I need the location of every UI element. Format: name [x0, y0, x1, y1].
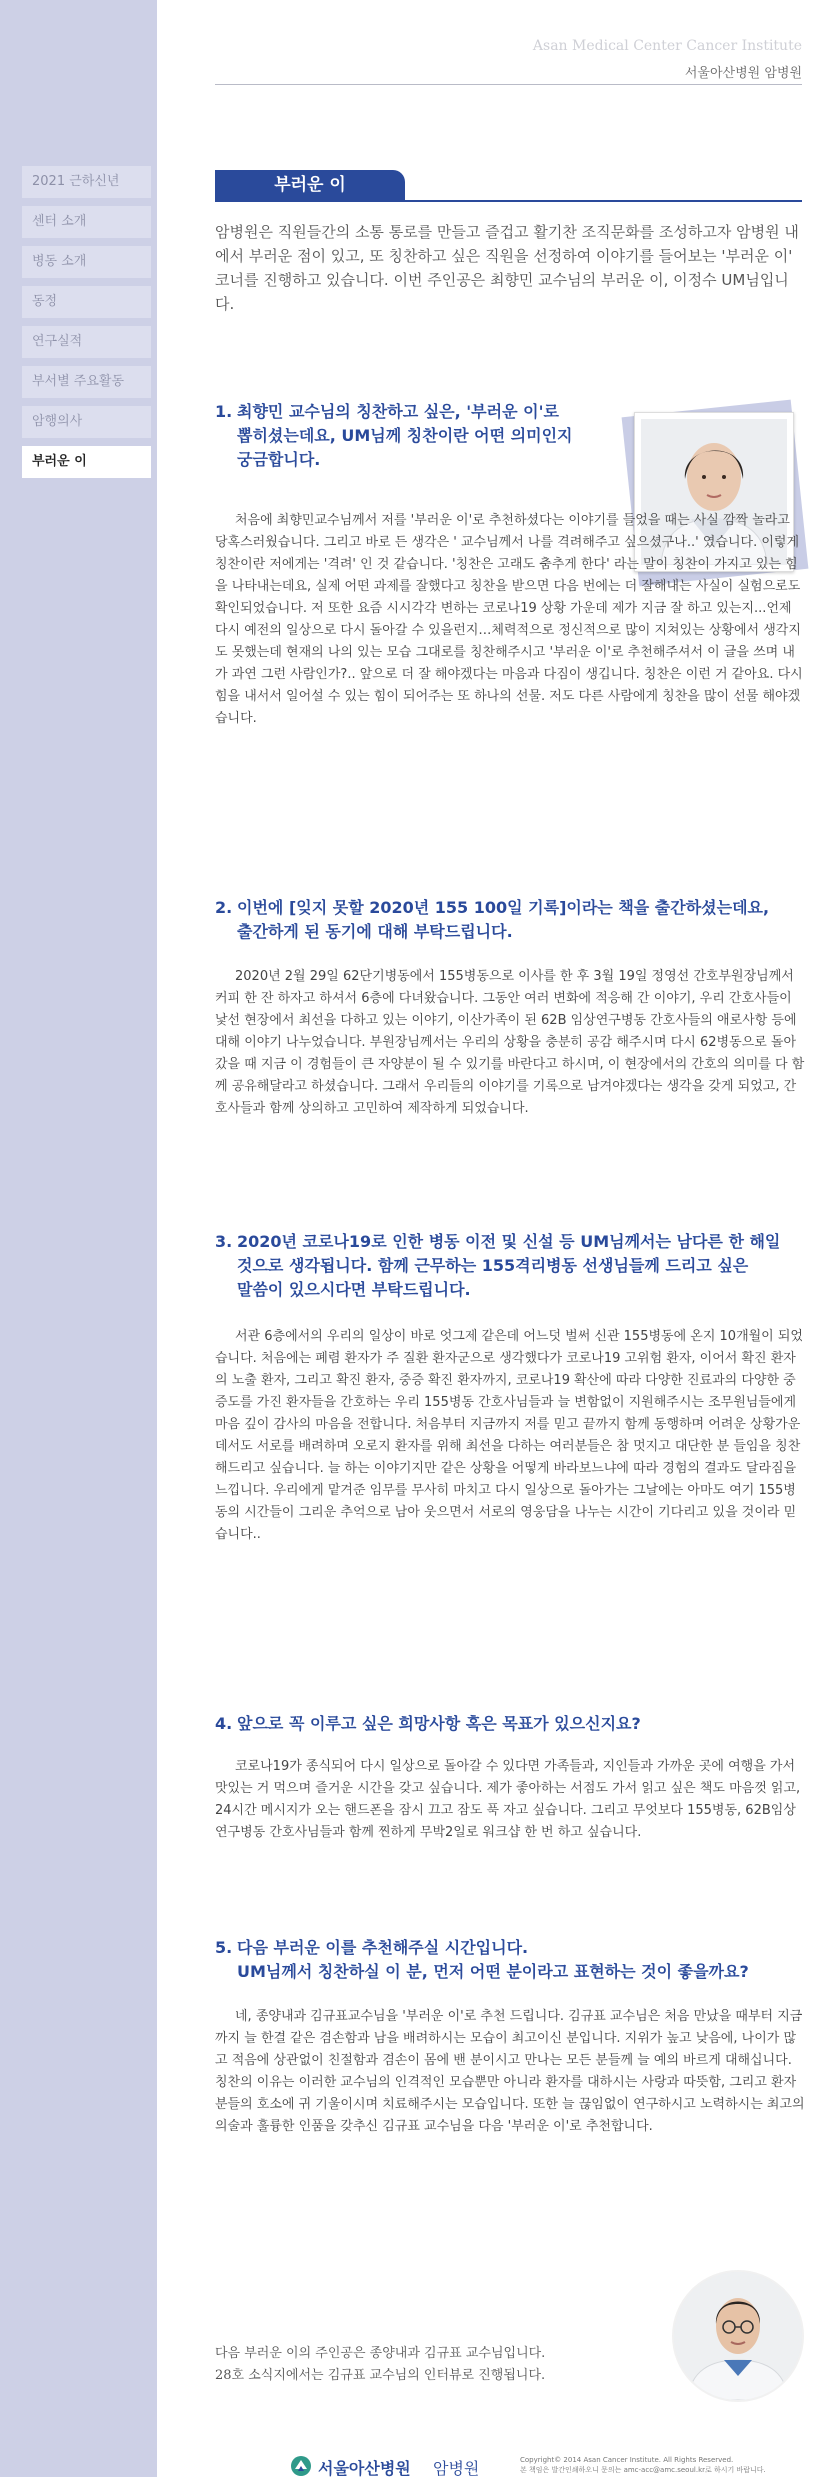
question-line: 2020년 코로나19로 인한 병동 이전 및 신설 등 UM님께서는 남다른 한 해일 — [237, 1232, 781, 1251]
sidebar-item-label: 동정 — [32, 294, 58, 309]
sidebar-item-research[interactable] — [22, 326, 151, 358]
question-line: 다음 부러운 이를 추천해주실 시간입니다. — [237, 1938, 529, 1957]
sidebar-item-label: 병동 소개 — [32, 254, 87, 269]
intro-paragraph: 암병원은 직원들간의 소통 통로를 만들고 즐겁고 활기찬 조직문화를 조성하고자 암병원 내에서 부러운 점이 있고, 또 칭찬하고 싶은 직원을 선정하여 이야기를 들어보는 '부러운 이' 코너를 진행하고 있습니다. 이번 주인공은 최향민 교수님의 부러운 이, 이정수 UM님입니다. — [215, 223, 799, 313]
sidebar-item-greeting[interactable] — [22, 166, 151, 198]
question-number: 3. — [215, 1232, 233, 1251]
sidebar-item-label: 2021 근하신년 — [32, 174, 120, 189]
question-line: UM님께서 칭찬하실 이 분, 먼저 어떤 분이라고 표현하는 것이 좋을까요? — [237, 1962, 749, 1981]
answer-5: 네, 종양내과 김규표교수님을 '부러운 이'로 추천 드립니다. 김규표 교수님은 처음 만났을 때부터 지금까지 늘 한결 같은 겸손함과 남을 배려하시는 모습이 최고이신 분입니다. 지위가 높고 낮음에, 나이가 많고 적음에 상관없이 친절함과 겸손이 몸에 밴 분이시고 만나는 모든 분들께 늘 예의 바르게 대해십니다. 칭찬의 이유는 이러한 교수님의 인격적인 모습뿐만 아니라 환자를 대하시는 사랑과 따뜻함, 그리고 환자분들의 호소에 귀 기울이시며 치료해주시는 모습입니다. 또한 늘 끊임없이 연구하시고 노력하시는 최고의 의술과 훌륭한 인품을 갖추신 김규표 교수님을 다음 '부러운 이'로 추천합니다. — [215, 2009, 805, 2134]
hospital-name: 서울아산병원 — [318, 2459, 411, 2478]
footer-copyright — [520, 2455, 766, 2475]
question-line: 출간하게 된 동기에 대해 부탁드립니다. — [237, 922, 513, 941]
institute-name-en: Asan Medical Center Cancer Institute — [532, 38, 802, 54]
sidebar-item-label: 부러운 이 — [32, 454, 87, 469]
sidebar-item-ward-intro[interactable] — [22, 246, 151, 278]
question-line: 궁금합니다. — [237, 450, 321, 469]
answer-1 — [215, 510, 805, 730]
section-divider — [215, 200, 802, 202]
sidebar-item-label: 부서별 주요활동 — [32, 374, 125, 389]
question-number: 2. — [215, 898, 233, 917]
question-line: 최향민 교수님의 칭찬하고 싶은, '부러운 이'로 — [237, 402, 559, 421]
question-number: 5. — [215, 1938, 233, 1957]
question-line: 말씀이 있으시다면 부탁드립니다. — [237, 1280, 471, 1299]
section-title: 부러운 이 — [215, 170, 405, 200]
question-5 — [215, 1936, 749, 1984]
question-number: 1. — [215, 402, 233, 421]
question-line: 앞으로 꼭 이루고 싶은 희망사항 혹은 목표가 있으신지요? — [237, 1714, 641, 1733]
sidebar-item-secret-doctor[interactable] — [22, 406, 151, 438]
answer-text: 처음에 최향민교수님께서 저를 '부러운 이'로 추천하셨다는 이야기를 들었을 때는 사실 깜짝 놀라고 당혹스러웠습니다. 그리고 바로 든 생각은 ' 교수님께서 나를 격려해주고 싶으셨구나..' 였습니다. 이렇게 칭찬이란 저에게는 '격려' 인 것 같습니다. '칭찬은 고래도 춤추게 한다' 라는 말이 칭찬이 가지고 있는 힘을 나타내는데요, 실제 어떤 과제를 잘했다고 칭찬을 받으면 다음 번에는 더 잘해내는 사실이 실험으로도 확인되었습니다. 저 또한 요즘 시시각각 변하는 코로나19 상황 가운데 제가 지금 잘 하고 있는지...언제 다시 예전의 일상으로 다시 돌아갈 수 있을런지…체력적으로 정신적으로 많이 지쳐있는 상황에서 생각지도 못했는데 현재의 나의 있는 모습 그대로를 칭찬해주시고 '부러운 이'로 추천해주셔서 이 글을 쓰며 내가 과연 그런 사람인가?.. 앞으로 더 잘 해야겠다는 마음과 다짐이 생깁니다. 칭찬은 이런 거 같아요. 다시 힘을 내서서 일어설 수 있는 힘이 되어주는 또 하나의 선물. 저도 다른 사람에게 칭찬을 많이 선물 해야겠습니다. — [215, 513, 803, 726]
sidebar-item-department-activities[interactable] — [22, 366, 151, 398]
hospital-division: 암병원 — [433, 2459, 480, 2478]
closing-note — [215, 2343, 545, 2387]
sidebar-item-label: 센터 소개 — [32, 214, 87, 229]
answer-2: 2020년 2월 29일 62단기병동에서 155병동으로 이사를 한 후 3월 19일 정영선 간호부원장님께서 커피 한 잔 하자고 하셔서 6층에 다녀왔습니다. 그동안 여러 변화에 적응해 간 이야기, 우리 간호사들이 낯선 현장에서 최선을 다하고 있는 이야기, 이산가족이 된 62B 임상연구병동 간호사들의 애로사항 등에 대해 이야기 나누었습니다. 부원장님께서는 우리의 상황을 충분히 공감 해주시며 다시 62병동으로 돌아갔을 때 지금 이 경험들이 큰 자양분이 될 수 있기를 바란다고 하시며, 이 현장에서의 간호의 의미를 다 함께 공유해달라고 하셨습니다. 그래서 우리들의 이야기를 기록으로 남겨야겠다는 생각을 갖게 되었고, 간호사들과 함께 상의하고 고민하여 제작하게 되었습니다. — [215, 969, 805, 1116]
question-2 — [215, 896, 769, 944]
hospital-logo-icon — [290, 2455, 312, 2477]
question-3 — [215, 1230, 780, 1302]
closing-line: 28호 소식지에서는 김규표 교수님의 인터뷰로 진행됩니다. — [215, 2368, 546, 2383]
sidebar-item-label: 연구실적 — [32, 334, 83, 349]
contact-text: 본 책임은 발간인쇄하오니 문의는 amc-acc@amc.seoul.kr로 하시기 바랍니다. — [520, 2466, 766, 2474]
next-nominee-portrait — [672, 2270, 804, 2402]
answer-3: 서관 6층에서의 우리의 일상이 바로 엇그제 같은데 어느덧 벌써 신관 155병동에 온지 10개월이 되었습니다. 처음에는 폐렴 환자가 주 질환 환자군으로 생각했다가 코로나19 고위험 환자, 이어서 확진 환자의 노출 환자, 그리고 확진 환자, 중증 확진 환자까지, 코로나19 확산에 따라 다양한 진료과의 다양한 중증도를 가진 환자들을 간호하는 우리 155병동 간호사님들과 늘 변함없이 지원해주시는 조무원님들에게 마음 깊이 감사의 마음을 전합니다. 처음부터 지금까지 저를 믿고 끝까지 함께 동행하며 어려운 상황가운데서도 서로를 배려하며 오로지 환자를 위해 최선을 다하는 여러분들은 참 멋지고 대단한 분 들임을 칭찬해드리고 싶습니다. 늘 하는 이야기지만 같은 상황을 어떻게 바라보느냐에 따라 경험의 결과도 달라짐을 느낍니다. 우리에게 맡겨준 임무를 무사히 마치고 다시 일상으로 돌아가는 그날에는 아마도 여기 155병동의 시간들이 그리운 추억으로 남아 웃으면서 서로의 영웅담을 나누는 시간이 기다리고 있을 것이라 믿습니다.. — [215, 1329, 803, 1542]
copyright-text: Copyright© 2014 Asan Cancer Institute. All Rights Reserved. — [520, 2456, 734, 2464]
sidebar-item-label: 암행의사 — [32, 414, 83, 429]
question-line: 뽑히셨는데요, UM님께 칭찬이란 어떤 의미인지 — [237, 426, 573, 445]
question-1 — [215, 400, 572, 472]
institute-name-ko: 서울아산병원 암병원 — [684, 66, 802, 81]
header-divider — [215, 84, 802, 85]
sidebar-nav — [22, 166, 151, 486]
question-4 — [215, 1712, 641, 1736]
question-line: 것으로 생각됩니다. 함께 근무하는 155격리병동 선생님들께 드리고 싶은 — [237, 1256, 749, 1275]
closing-line: 다음 부러운 이의 주인공은 종양내과 김규표 교수님입니다. — [215, 2346, 546, 2361]
person-photo-icon — [674, 2272, 802, 2400]
question-line: 이번에 [잊지 못할 2020년 155 100일 기록]이라는 책을 출간하셨는데요, — [237, 898, 770, 917]
sidebar-item-envied-one[interactable] — [22, 446, 151, 478]
sidebar-item-news[interactable] — [22, 286, 151, 318]
answer-4: 코로나19가 종식되어 다시 일상으로 돌아갈 수 있다면 가족들과, 지인들과 가까운 곳에 여행을 가서 맛있는 거 먹으며 즐거운 시간을 갖고 싶습니다. 제가 좋아하는 서점도 가서 읽고 싶은 책도 마음껏 읽고, 24시간 메시지가 오는 핸드폰을 잠시 끄고 잠도 푹 자고 싶습니다. 그리고 무엇보다 155병동, 62B임상연구병동 간호사님들과 함께 찐하게 무박2일로 워크샵 한 번 하고 싶습니다. — [215, 1759, 801, 1840]
sidebar-item-center-intro[interactable] — [22, 206, 151, 238]
question-number: 4. — [215, 1714, 233, 1733]
